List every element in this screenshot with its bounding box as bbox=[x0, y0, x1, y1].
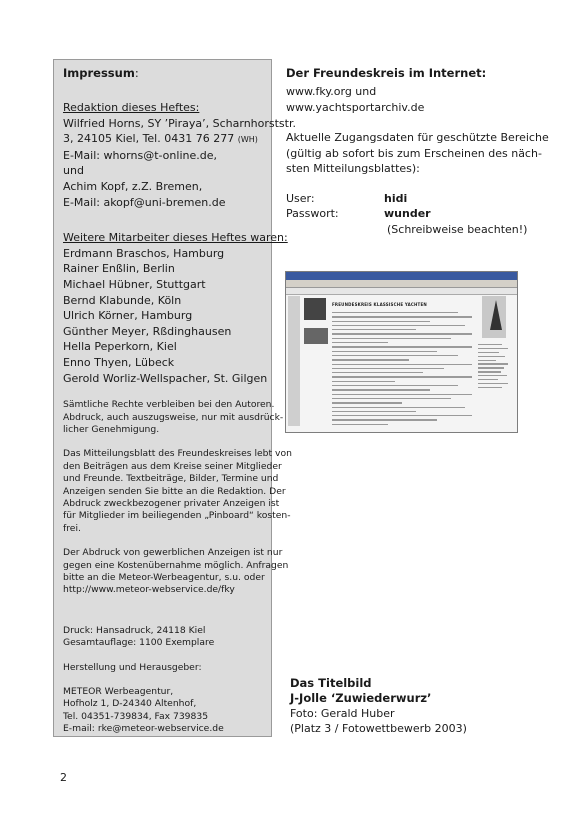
caption-title: Das Titelbild bbox=[290, 676, 372, 690]
caption-placement: (Platz 3 / Fotowettbewerb 2003) bbox=[290, 722, 467, 735]
mitteilungsblatt-line: Abdruck zweckbezogener privater Anzeigen ist bbox=[63, 497, 280, 509]
browser-menubar bbox=[286, 280, 517, 288]
internet-url-fky[interactable]: www.fky.org und bbox=[286, 85, 377, 98]
site-side-links bbox=[478, 344, 508, 391]
zugang-line: sten Mitteilungsblattes): bbox=[286, 162, 420, 175]
redaktion-tag: (WH) bbox=[237, 135, 258, 145]
meteor-line: Hofholz 1, D-24340 Altenhof, bbox=[63, 698, 197, 710]
redaktion-line: E-Mail: whorns@t-online.de, bbox=[63, 148, 217, 162]
mitteilungsblatt-line: frei. bbox=[63, 522, 81, 534]
password-value: wunder bbox=[384, 207, 431, 220]
browser-titlebar bbox=[286, 272, 517, 280]
redaktion-line bbox=[63, 131, 271, 148]
redaktion-line: Wilfried Horns, SY ’Piraya’, Scharnhorststr. bbox=[63, 116, 296, 130]
redaktion-line: Achim Kopf, z.Z. Bremen, bbox=[63, 179, 203, 193]
browser-addressbar bbox=[286, 288, 517, 295]
redaktion-line-text: 3, 24105 Kiel, Tel. 0431 76 277 bbox=[63, 132, 235, 146]
meteor-line: Tel. 04351-739834, Fax 739835 bbox=[63, 710, 209, 722]
sailboat-photo-icon bbox=[482, 296, 506, 338]
gewerblich-paragraph bbox=[63, 547, 289, 597]
redaktion-line: und bbox=[63, 164, 84, 178]
impressum-title bbox=[63, 66, 271, 80]
password-row bbox=[286, 207, 536, 223]
user-label: User: bbox=[286, 191, 315, 205]
mitarbeiter-item: Enno Thyen, Lübeck bbox=[63, 355, 175, 369]
mitteilungsblatt-line: und Freunde. Textbeiträge, Bilder, Termine und bbox=[63, 473, 279, 485]
zugang-line: Aktuelle Zugangsdaten für geschützte Bereiche bbox=[286, 131, 549, 144]
mitarbeiter-item: Michael Hübner, Stuttgart bbox=[63, 277, 206, 291]
mitarbeiter-item: Gerold Worliz-Wellspacher, St. Gilgen bbox=[63, 371, 268, 385]
site-text-lines bbox=[332, 312, 472, 428]
redaktion-block bbox=[63, 100, 296, 210]
password-label: Passwort: bbox=[286, 207, 339, 220]
druck-line: Gesamtauflage: 1100 Exemplare bbox=[63, 637, 215, 649]
rechte-line: Sämtliche Rechte verbleiben bei den Autoren. bbox=[63, 399, 275, 411]
site-headline: FREUNDESKREIS KLASSISCHE YACHTEN bbox=[332, 302, 427, 307]
gewerblich-line: gegen eine Kostenübernahme möglich. Anfragen bbox=[63, 559, 289, 571]
gewerblich-line: Der Abdruck von gewerblichen Anzeigen ist nur bbox=[63, 547, 283, 559]
mitteilungsblatt-line: für Mitglieder im beiliegenden „Pinboard“ kosten- bbox=[63, 510, 291, 522]
user-row bbox=[286, 192, 536, 208]
schreibweise-note: (Schreibweise beachten!) bbox=[387, 222, 528, 236]
rechte-paragraph bbox=[63, 399, 284, 436]
meteor-line: METEOR Werbeagentur, bbox=[63, 686, 174, 697]
rechte-line: licher Genehmigung. bbox=[63, 423, 160, 435]
druck-line: Druck: Hansadruck, 24118 Kiel bbox=[63, 624, 206, 636]
page-number: 2 bbox=[60, 771, 67, 784]
mitarbeiter-item: Ulrich Körner, Hamburg bbox=[63, 309, 193, 323]
mitarbeiter-block bbox=[63, 230, 288, 386]
mitteilungsblatt-line: den Beiträgen aus dem Kreise seiner Mitglieder bbox=[63, 460, 282, 472]
impressum-box bbox=[53, 59, 296, 737]
redaktion-heading: Redaktion dieses Heftes: bbox=[63, 101, 200, 114]
gewerblich-line: bitte an die Meteor-Werbeagentur, s.u. oder bbox=[63, 571, 265, 583]
internet-url-archiv[interactable]: www.yachtsportarchiv.de bbox=[286, 100, 425, 114]
mitarbeiter-item: Rainer Enßlin, Berlin bbox=[63, 262, 175, 276]
mitteilungsblatt-paragraph bbox=[63, 448, 292, 535]
herstellung-label: Herstellung und Herausgeber: bbox=[63, 661, 202, 673]
gewerblich-link[interactable]: http://www.meteor-webservice.de/fky bbox=[63, 584, 235, 596]
impressum-title-colon: : bbox=[134, 66, 139, 80]
mitarbeiter-item: Hella Peperkorn, Kiel bbox=[63, 340, 177, 354]
caption-credit: Foto: Gerald Huber bbox=[290, 707, 395, 720]
user-value: hidi bbox=[384, 191, 408, 205]
zugang-line: (gültig ab sofort bis zum Erscheinen des näch- bbox=[286, 146, 542, 160]
mitteilungsblatt-line: Das Mitteilungsblatt des Freundeskreises lebt von bbox=[63, 448, 292, 460]
internet-title: Der Freundeskreis im Internet: bbox=[286, 66, 487, 80]
site-photo bbox=[304, 328, 328, 344]
rechte-line: Abdruck, auch auszugsweise, nur mit ausdrück- bbox=[63, 411, 284, 423]
mitarbeiter-item: Bernd Klabunde, Köln bbox=[63, 293, 182, 307]
meteor-paragraph bbox=[63, 686, 271, 736]
redaktion-line: E-Mail: akopf@uni-bremen.de bbox=[63, 195, 226, 209]
impressum-title-text: Impressum bbox=[63, 66, 135, 80]
mitarbeiter-item: Erdmann Braschos, Hamburg bbox=[63, 246, 225, 260]
cover-caption bbox=[290, 676, 530, 736]
website-screenshot-image bbox=[285, 271, 518, 433]
internet-section bbox=[286, 59, 549, 238]
caption-boat-name: J-Jolle ‘Zuwiederwurz’ bbox=[290, 691, 432, 705]
mitteilungsblatt-line: Anzeigen senden Sie bitte an die Redaktion. Der bbox=[63, 485, 286, 497]
druck-paragraph bbox=[63, 625, 271, 650]
browser-sidebar bbox=[288, 296, 300, 426]
mitarbeiter-item: Günther Meyer, Rßdinghausen bbox=[63, 324, 232, 338]
meteor-email[interactable]: E-mail: rke@meteor-webservice.de bbox=[63, 723, 224, 735]
mitarbeiter-heading: Weitere Mitarbeiter dieses Heftes waren: bbox=[63, 231, 288, 245]
site-logo-icon bbox=[304, 298, 326, 320]
